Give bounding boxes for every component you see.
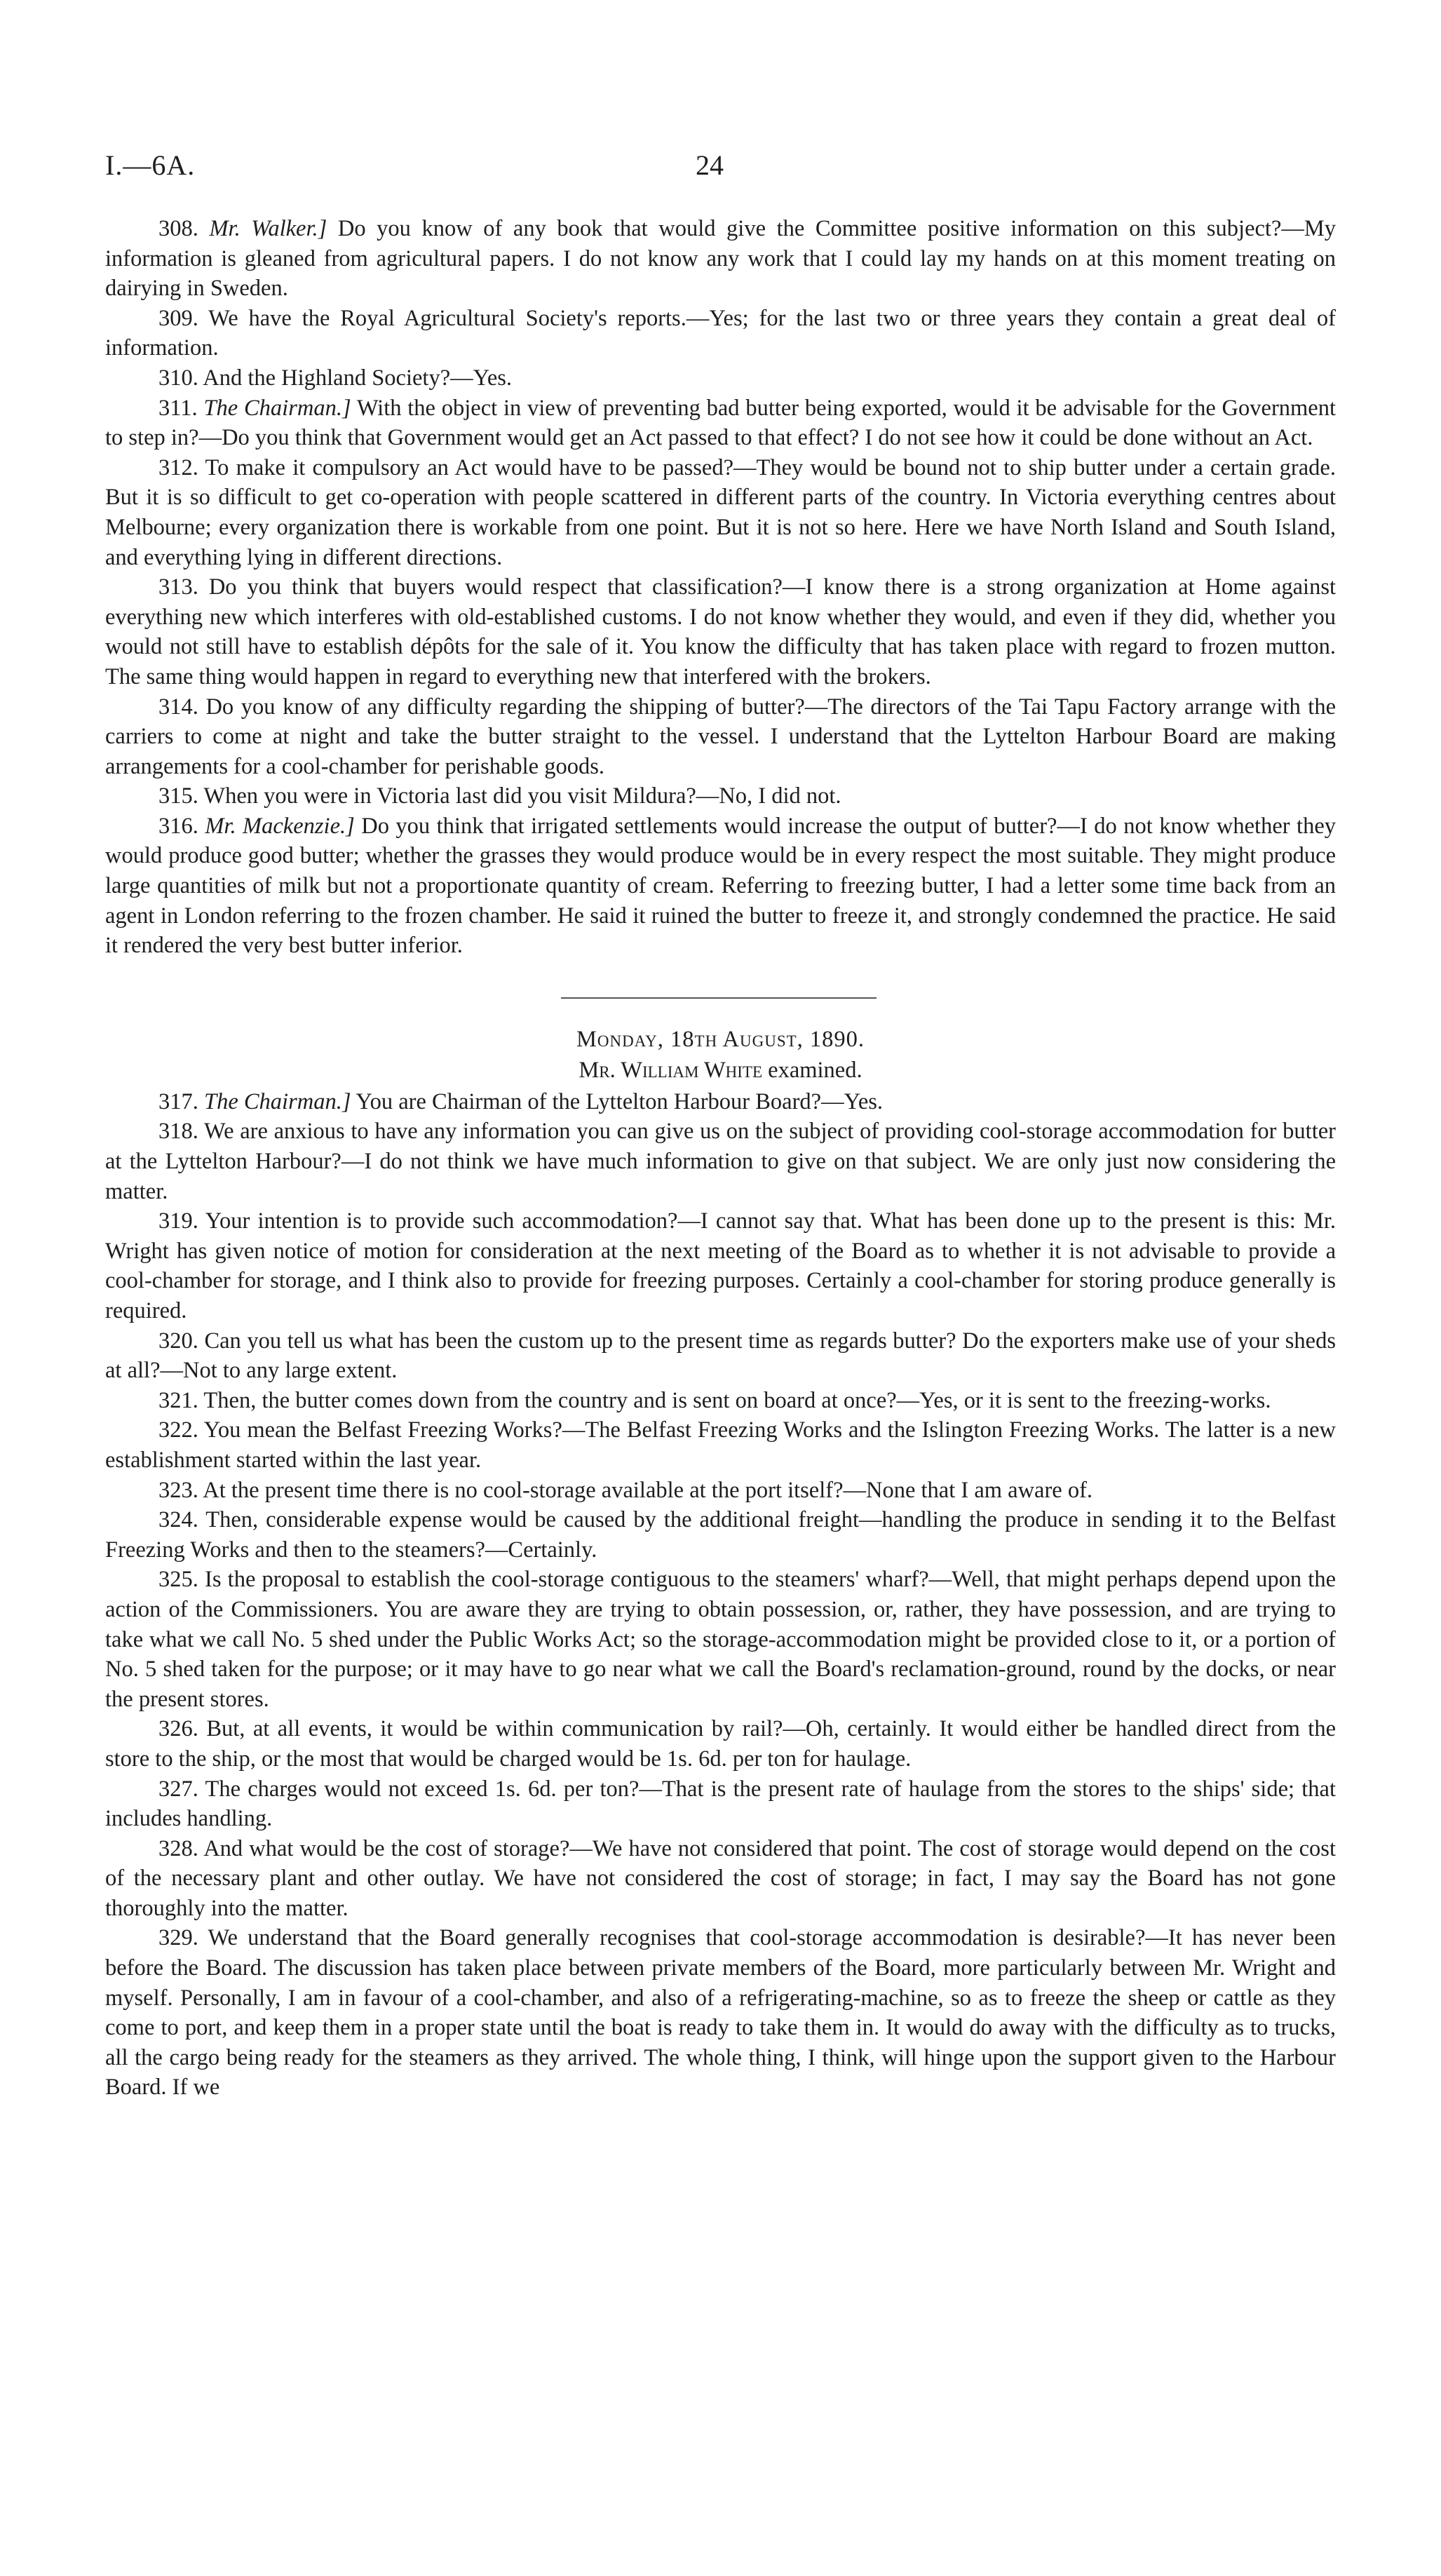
question-paragraph [105,781,1336,811]
question-paragraph [105,1087,1336,1117]
page-reference: I.—6A. [105,149,196,181]
question-number: 314. [158,694,198,720]
running-header [105,149,1336,191]
question-paragraph [105,1774,1336,1834]
question-paragraph [105,1415,1336,1475]
question-paragraph [105,304,1336,363]
question-paragraph [105,393,1336,453]
question-paragraph [105,572,1336,692]
question-paragraph [105,1505,1336,1565]
question-number: 308. [158,216,198,241]
question-text: But, at all events, it would be within communication by rail?—Oh, certainly. It would either be handled direct from the store to the ship, or the most that would be charged would be 1s. 6d. per ton for haulage. [105,1716,1337,1772]
question-number: 318. [158,1119,198,1145]
question-number: 329. [158,1925,198,1951]
question-text: We understand that the Board generally recognises that cool-storage accommodation is desirable?—It has never been before the Board. The discussion has taken place between private members of the Board, more particularly between Mr. Wright and myself. Personally, I am in favour of a cool-chamber, and also of a refrigerating-machine, so as to freeze the sheep or cattle as they come to port, and keep them in a proper state until the boat is ready to take them in. It would do away with the difficulty as to trucks, all the cargo being ready for the steamers as they arrived. The whole thing, I think, will hinge upon the support given to the Harbour Board. If we [105,1925,1336,2100]
question-number: 323. [158,1477,198,1503]
question-paragraph [105,692,1336,782]
question-text: Do you know of any difficulty regarding the shipping of butter?—The directors of the Tai Tapu Factory arrange with the carriers to come at night and take the butter straight to the vessel. I understand that the Lyttelton Harbour Board are making arrangements for a cool-chamber for perishable goods. [105,694,1336,779]
question-paragraph [105,811,1336,961]
question-text: At the present time there is no cool-storage available at the port itself?—None that I am aware of. [203,1477,1093,1503]
question-number: 320. [158,1328,198,1354]
question-text: We are anxious to have any information you can give us on the subject of providing cool-storage accommodation for butter at the Lyttelton Harbour?—I do not think we have much information to give on that subject. We are only just now considering the matter. [105,1119,1336,1204]
speaker-label: The Chairman.] [203,395,351,421]
question-number: 327. [158,1776,198,1802]
question-text: You mean the Belfast Freezing Works?—The Belfast Freezing Works and the Islington Freezing Works. The latter is a new establishment started within the last year. [105,1417,1337,1473]
question-number: 310. [158,365,198,391]
question-text: Then, considerable expense would be caused by the additional freight—handling the produce in sending it to the Belfast Freezing Works and then to the steamers?—Certainly. [105,1507,1336,1563]
question-paragraph [105,1206,1336,1326]
question-paragraph [105,1386,1336,1416]
question-number: 322. [158,1417,198,1443]
question-number: 316. [158,813,198,839]
question-text: The charges would not exceed 1s. 6d. per ton?—That is the present rate of haulage from the stores to the ships' side; that includes handling. [105,1776,1336,1832]
witness-name: Mr. William White [579,1057,763,1083]
question-number: 328. [158,1835,198,1861]
question-number: 325. [158,1567,198,1593]
question-number: 319. [158,1208,198,1234]
question-text: Do you think that buyers would respect that classification?—I know there is a strong organization at Home against everything new which interferes with old-established customs. I do not know whether they would, and even if they did, whether you would not still have to establish dépôts for the sale of it. You know the difficulty that has taken place with regard to frozen mutton. The same thing would happen in regard to everything new that interfered with the brokers. [105,574,1337,689]
witness-examined: examined. [762,1057,862,1083]
question-text: When you were in Victoria last did you visit Mildura?—No, I did not. [203,783,841,809]
question-paragraph [105,1565,1336,1714]
question-number: 315. [158,783,198,809]
question-text: To make it compulsory an Act would have to be passed?—They would be bound not to ship butter under a certain grade. But it is so difficult to get co-operation with people scattered in different parts of the country. In Victoria everything centres about Melbourne; every organization there is workable from one point. But it is not so here. Here we have North Island and South Island, and everything lying in different directions. [105,454,1336,570]
divider-rule [561,997,877,999]
question-number: 326. [158,1716,198,1742]
question-paragraph [105,363,1336,393]
witness-heading [105,1055,1336,1086]
evidence-section-two [105,1087,1336,2103]
question-paragraph [105,1326,1336,1386]
question-number: 313. [158,574,198,600]
question-paragraph [105,1476,1336,1506]
page-number: 24 [696,149,724,181]
speaker-label: Mr. Walker.] [209,216,327,241]
question-text: Can you tell us what has been the custom up to the present time as regards butter? Do the exporters make use of your sheds at all?—Not to any large extent. [105,1328,1336,1384]
question-text: Do you know of any book that would give the Committee positive information on this subject?—My information is gleaned from agricultural papers. I do not know any work that I could lay my hands on at this moment treating on dairying in Sweden. [105,216,1337,302]
speaker-label: The Chairman.] [204,1088,351,1114]
question-text: Do you think that irrigated settlements would increase the output of butter?—I do not know whether they would produce good butter; whether the grasses they would produce would be in every respect the most suitable. They might produce large quantities of milk but not a proportionate quantity of cream. Referring to freezing butter, I had a letter some time back from an agent in London referring to the frozen chamber. He said it ruined the butter to freeze it, and strongly condemned the practice. He said it rendered the very best butter inferior. [105,813,1336,959]
question-paragraph [105,1117,1336,1206]
question-number: 312. [158,454,198,480]
question-text: And what would be the cost of storage?—We have not considered that point. The cost of storage would depend on the cost of the necessary plant and other outlay. We have not considered the cost of storage; in fact, I may say the Board has not gone thoroughly into the matter. [105,1835,1336,1921]
body-text [105,214,1336,2103]
question-text: And the Highland Society?—Yes. [203,365,513,391]
question-text: We have the Royal Agricultural Society's reports.—Yes; for the last two or three years they contain a great deal of information. [105,305,1336,361]
session-date: Monday, 18th August, 1890. [576,1026,865,1052]
question-paragraph [105,214,1336,304]
question-paragraph [105,453,1336,572]
question-text: Your intention is to provide such accommodation?—I cannot say that. What has been done up to the present is this: Mr. Wright has given notice of motion for consideration at the next meeting of the Board as to whether it is not advisable to provide a cool-chamber for storage, and I think also to provide for freezing purposes. Certainly a cool-chamber for storing produce generally is required. [105,1208,1336,1323]
question-number: 309. [158,305,198,331]
speaker-label: Mr. Mackenzie.] [205,813,355,839]
question-paragraph [105,1834,1336,1924]
question-text: With the object in view of preventing bad butter being exported, would it be advisable for the Government to step in?—Do you think that Government would get an Act passed to that effect? I do not see how it could be done without an Act. [105,395,1336,451]
question-text: Is the proposal to establish the cool-storage contiguous to the steamers' wharf?—Well, that might perhaps depend upon the action of the Commissioners. You are aware they are trying to obtain possession, or, rather, they have possession, and are trying to take what we call No. 5 shed under the Public Works Act; so the storage-accommodation might be provided close to it, or a portion of No. 5 shed taken for the purpose; or it may have to go near what we call the Board's reclamation-ground, round by the docks, or near the present stores. [105,1567,1337,1712]
evidence-section-one [105,214,1336,961]
section-divider [105,961,1336,1024]
question-paragraph [105,1714,1336,1774]
question-paragraph [105,1923,1336,2103]
question-text: Then, the butter comes down from the country and is sent on board at once?—Yes, or it is sent to the freezing-works. [203,1387,1271,1413]
question-text: You are Chairman of the Lyttelton Harbour Board?—Yes. [356,1088,884,1114]
question-number: 311. [158,395,198,421]
question-number: 321. [158,1387,198,1413]
question-number: 317. [158,1088,198,1114]
question-number: 324. [158,1507,198,1533]
